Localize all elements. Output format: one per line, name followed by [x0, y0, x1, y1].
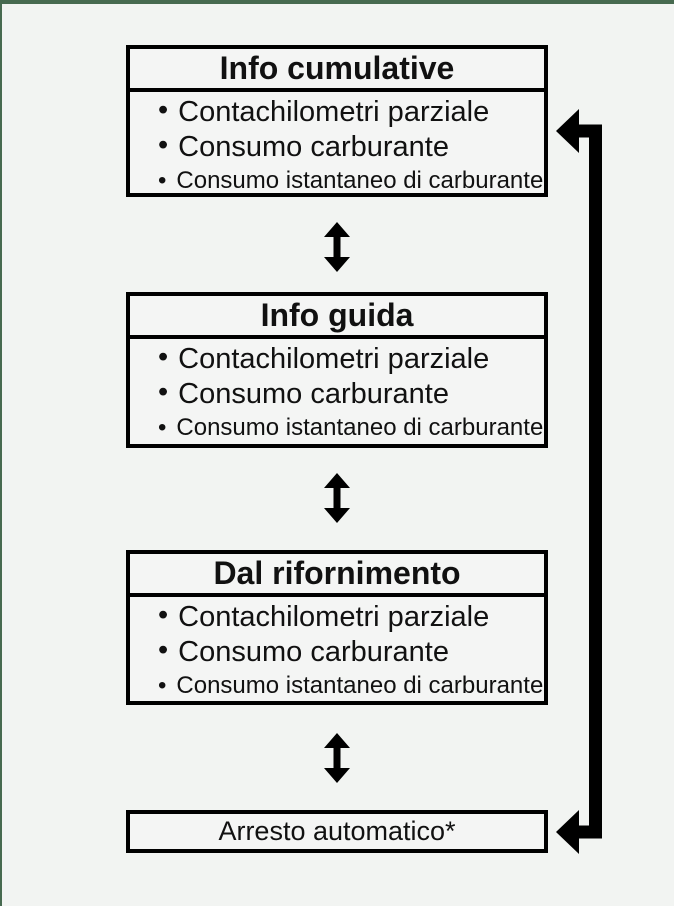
bullet-icon: •: [158, 341, 169, 373]
box-title: Info cumulative: [130, 49, 544, 92]
box-title: Arresto automatico*: [218, 816, 456, 846]
double-arrow-icon: [324, 222, 350, 272]
box-item-list: [130, 597, 544, 701]
list-item: [158, 377, 540, 412]
box-arresto-automatico: [126, 810, 548, 853]
list-item: [158, 165, 544, 196]
box-item-list: [130, 339, 544, 443]
bullet-icon: •: [158, 634, 169, 666]
item-label: Consumo istantaneo di carburante: [176, 167, 544, 194]
list-item: [158, 412, 544, 443]
bullet-icon: •: [158, 167, 167, 194]
list-item: [158, 635, 540, 670]
bullet-icon: •: [158, 94, 169, 126]
box-title: Dal rifornimento: [130, 554, 544, 597]
box-info-cumulative: [126, 45, 548, 197]
item-label: Consumo carburante: [178, 131, 449, 163]
item-label: Contachilometri parziale: [178, 96, 490, 128]
item-label: Consumo carburante: [178, 378, 449, 410]
bullet-icon: •: [158, 599, 169, 631]
list-item: [158, 600, 540, 635]
bullet-icon: •: [158, 414, 167, 441]
bullet-icon: •: [158, 672, 167, 699]
double-arrow-icon: [324, 733, 350, 783]
item-label: Consumo carburante: [178, 636, 449, 668]
list-item: [158, 670, 544, 701]
item-label: Consumo istantaneo di carburante: [176, 672, 544, 699]
loop-arrow-icon: [556, 109, 596, 854]
list-item: [158, 130, 540, 165]
item-label: Contachilometri parziale: [178, 601, 490, 633]
list-item: [158, 95, 540, 130]
item-label: Consumo istantaneo di carburante: [176, 414, 544, 441]
double-arrow-icon: [324, 473, 350, 523]
bullet-icon: •: [158, 129, 169, 161]
item-label: Contachilometri parziale: [178, 343, 490, 375]
box-title: Info guida: [130, 296, 544, 339]
list-item: [158, 342, 540, 377]
box-item-list: [130, 92, 544, 196]
box-dal-rifornimento: [126, 550, 548, 705]
box-info-guida: [126, 292, 548, 448]
bullet-icon: •: [158, 376, 169, 408]
